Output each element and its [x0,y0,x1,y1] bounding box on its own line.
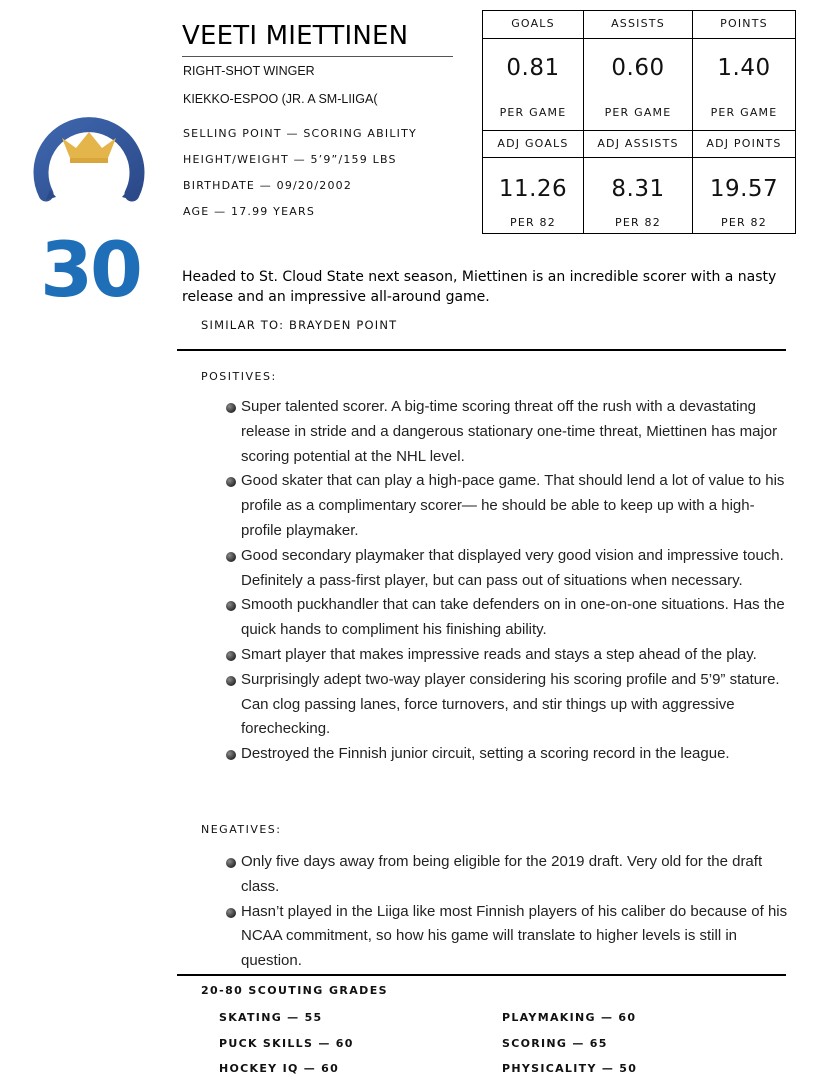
list-item: Surprisingly adept two-way player considering his scoring profile and 5’9” stature. Can clog passing lanes, force turnovers, and stir things up with aggressive forechecking. [226,668,788,742]
birthdate: BIRTHDATE — 09/20/2002 [183,179,353,192]
stat-value-goals: 0.81 [506,55,560,81]
stat-value-assists: 0.60 [611,55,665,81]
stat-cell-adj-points [693,158,795,233]
selling-point: SELLING POINT — SCORING ABILITY [183,127,417,140]
list-item: Super talented scorer. A big-time scoring threat off the rush with a devastating release in stride and a dangerous stationary one-time threat, Miettinen has major scoring potential at the NHL level. [226,395,788,469]
section-divider [177,974,786,976]
list-item: Only five days away from being eligible for the 2019 draft. Very old for the draft class. [226,850,788,900]
age: AGE — 17.99 YEARS [183,205,316,218]
stat-value-adj-points: 19.57 [709,176,779,202]
player-position: RIGHT-SHOT WINGER [183,64,315,78]
list-item: Good skater that can play a high-pace game. That should lend a lot of value to his profile as a complimentary scorer— he should be able to keep up with a high-profile playmaker. [226,469,788,543]
grades-heading: 20-80 SCOUTING GRADES [201,984,388,997]
stat-cell-points [693,39,795,131]
stat-value-adj-assists: 8.31 [611,176,665,202]
stat-unit: PER GAME [604,106,672,119]
grade-playmaking: PLAYMAKING — 60 [502,1011,637,1024]
list-item: Hasn’t played in the Liiga like most Finnish players of his caliber do because of his NCAA commitment, so how his game will translate to higher levels is still in question. [226,900,788,974]
stat-unit: PER 82 [615,216,661,229]
player-name: VEETI MIETTINEN [182,21,409,51]
crown-logo-icon [28,86,150,206]
stat-header-adj-assists: ADJ ASSISTS [584,131,693,158]
list-item: Smart player that makes impressive reads and stays a step ahead of the play. [226,643,788,668]
grade-physicality: PHYSICALITY — 50 [502,1062,638,1075]
stat-unit: PER 82 [721,216,767,229]
stats-table [482,10,796,234]
list-item: Destroyed the Finnish junior circuit, setting a scoring record in the league. [226,742,788,767]
stat-unit: PER GAME [710,106,778,119]
stat-cell-adj-goals [483,158,584,233]
list-item: Good secondary playmaker that displayed very good vision and impressive touch. Definitely a pass-first player, but can pass out of situations when necessary. [226,544,788,594]
stat-cell-adj-assists [584,158,693,233]
stat-cell-assists [584,39,693,131]
section-divider [177,349,786,351]
height-weight: HEIGHT/WEIGHT — 5’9”/159 LBS [183,153,397,166]
negatives-list [226,850,788,974]
stat-header-adj-points: ADJ POINTS [693,131,795,158]
prospect-rank: 30 [40,225,140,314]
name-divider [182,56,453,57]
negatives-heading: NEGATIVES: [201,823,282,836]
stat-cell-goals [483,39,584,131]
stat-header-assists: ASSISTS [584,11,693,39]
grade-skating: SKATING — 55 [219,1011,323,1024]
stat-header-goals: GOALS [483,11,584,39]
grade-hockey-iq: HOCKEY IQ — 60 [219,1062,340,1075]
stat-unit: PER 82 [510,216,556,229]
similar-player: SIMILAR TO: BRAYDEN POINT [201,318,398,332]
positives-heading: POSITIVES: [201,370,277,383]
list-item: Smooth puckhandler that can take defenders on in one-on-one situations. Has the quick hands to compliment his finishing ability. [226,593,788,643]
positives-list [226,395,788,767]
stat-unit: PER GAME [499,106,567,119]
stat-header-points: POINTS [693,11,795,39]
player-team: KIEKKO-ESPOO (JR. A SM-LIIGA( [183,92,378,106]
stat-value-points: 1.40 [717,55,771,81]
stat-value-adj-goals: 11.26 [498,176,568,202]
stat-header-adj-goals: ADJ GOALS [483,131,584,158]
grade-puck-skills: PUCK SKILLS — 60 [219,1037,354,1050]
grade-scoring: SCORING — 65 [502,1037,608,1050]
scouting-summary: Headed to St. Cloud State next season, Miettinen is an incredible scorer with a nasty release and an impressive all-around game. [182,269,777,305]
